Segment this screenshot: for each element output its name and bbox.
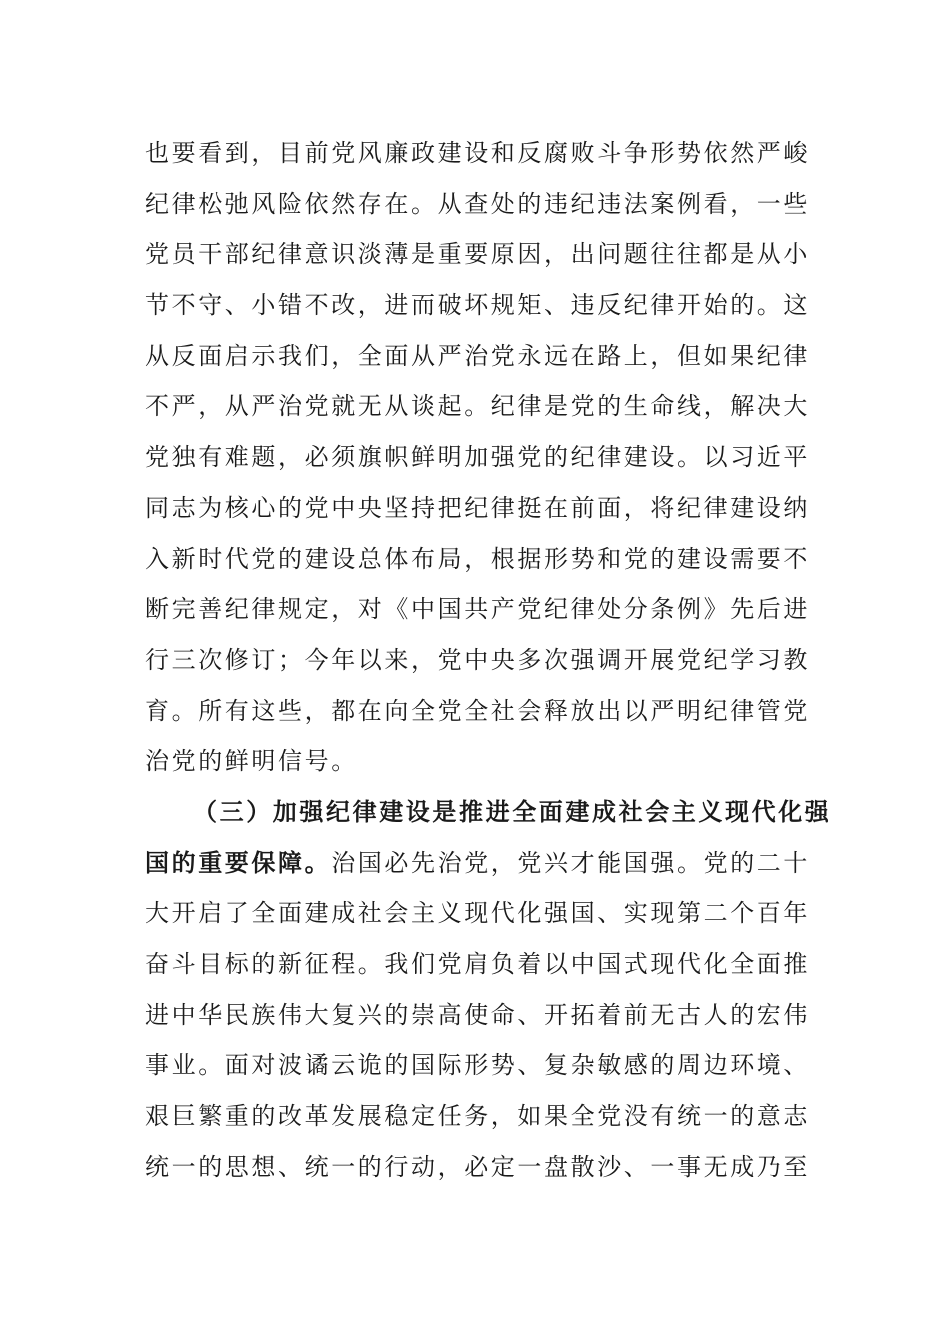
text-line: [145, 838, 811, 889]
paragraph-2: [145, 787, 832, 1193]
text-line: 进中华民族伟大复兴的崇高使命、开拓着前无古人的宏伟: [145, 1000, 810, 1029]
text-line: 节不守、小错不改，进而破坏规矩、违反纪律开始的。这: [145, 291, 810, 320]
text-line: 党员干部纪律意识淡薄是重要原因，出问题往往都是从小: [145, 240, 810, 269]
text-line: 断完善纪律规定，对《中国共产党纪律处分条例》先后进: [145, 595, 810, 624]
section-heading: （三）加强纪律建设是推进全面建成社会主义现代化强: [193, 796, 832, 826]
text-line: 从反面启示我们，全面从严治党永远在路上，但如果纪律: [145, 341, 810, 370]
text-line: 事业。面对波谲云诡的国际形势、复杂敏感的周边环境、: [145, 1051, 810, 1080]
text-line: 也要看到，目前党风廉政建设和反腐败斗争形势依然严峻: [145, 139, 810, 167]
text-line: 入新时代党的建设总体布局，根据形势和党的建设需要不: [145, 544, 810, 573]
text-line: 治党的鲜明信号。: [145, 747, 358, 776]
text-line: 奋斗目标的新征程。我们党肩负着以中国式现代化全面推: [145, 950, 810, 978]
section-heading-end: 国的重要保障。: [145, 847, 332, 877]
text-span: 治国必先治党，党兴才能国强。党的二十: [331, 848, 811, 877]
text-line: 同志为核心的党中央坚持把纪律挺在前面，将纪律建设纳: [145, 493, 810, 522]
paragraph-1: [145, 128, 810, 787]
document-page: [145, 128, 832, 1192]
text-line: 纪律松弛风险依然存在。从查处的违纪违法案例看，一些: [145, 189, 810, 218]
text-line: 统一的思想、统一的行动，必定一盘散沙、一事无成乃至: [145, 1152, 810, 1181]
text-line: 党独有难题，必须旗帜鲜明加强党的纪律建设。以习近平: [145, 443, 810, 472]
text-line: 不严，从严治党就无从谈起。纪律是党的生命线，解决大: [145, 392, 810, 421]
text-line: 行三次修订；今年以来，党中央多次强调开展党纪学习教: [145, 645, 810, 674]
text-line: 大开启了全面建成社会主义现代化强国、实现第二个百年: [145, 899, 810, 928]
text-line: 艰巨繁重的改革发展稳定任务，如果全党没有统一的意志: [145, 1102, 810, 1131]
text-line: 育。所有这些，都在向全党全社会释放出以严明纪律管党: [145, 696, 810, 725]
